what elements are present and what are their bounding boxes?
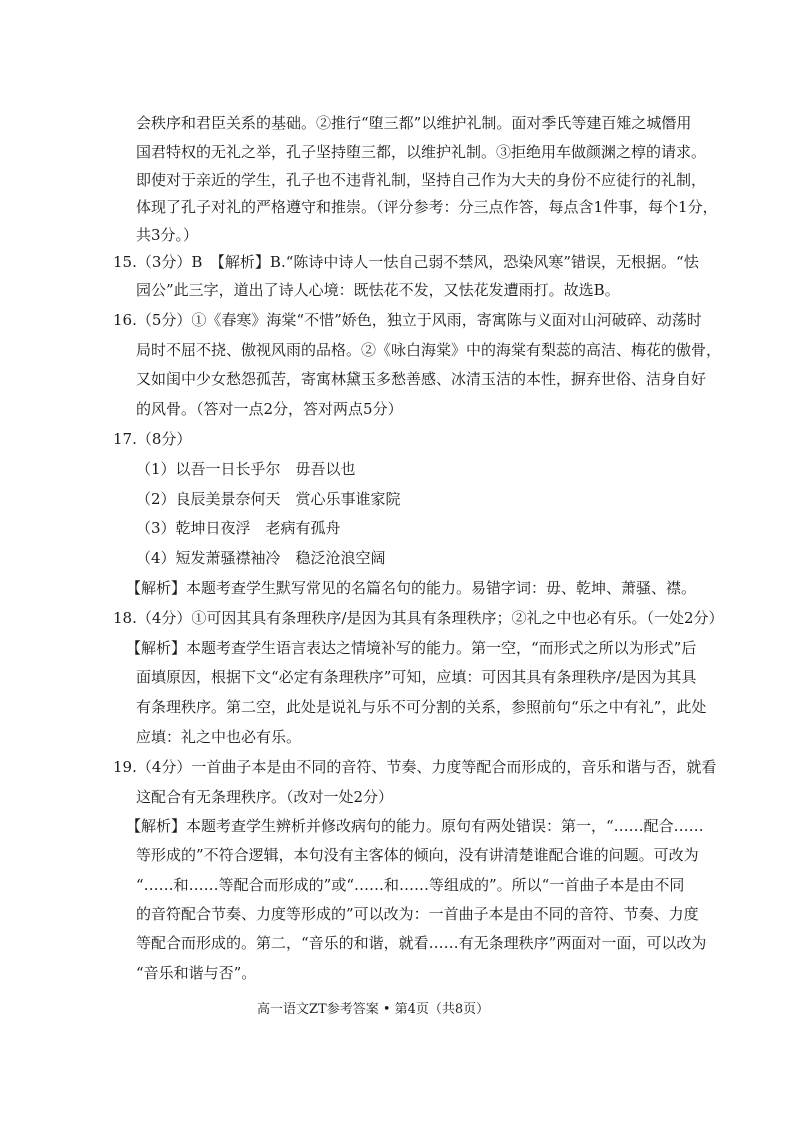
text-line: 【解析】本题考查学生辨析并修改病句的能力。原句有两处错误：第一，“……配合……: [126, 817, 704, 835]
page-footer: 高一语文ZT参考答案 • 第4页（共8页）: [257, 1002, 490, 1017]
text-line: （1）以吾一日长乎尔 毋吾以也: [136, 460, 356, 478]
text-line: 18.（4分）①可因其具有条理秩序/是因为其具有条理秩序；②礼之中也必有乐。（一处2分）: [113, 609, 724, 627]
text-line: 17.（8分）: [113, 430, 192, 448]
text-line: 19.（4分）一首曲子本是由不同的音符、节奏、力度等配合而形成的，音乐和谐与否，就看: [113, 758, 717, 776]
text-line: 国君特权的无礼之举，孔子坚持堕三都，以维护礼制。③拒绝用车做颜渊之椁的请求。: [136, 143, 707, 161]
text-line: 会秩序和君臣关系的基础。②推行“堕三都”以维护礼制。面对季氏等建百雉之城僭用: [136, 114, 692, 132]
text-line: 的音符配合节奏、力度等形成的”可以改为：一首曲子本是由不同的音符、节奏、力度: [136, 905, 699, 923]
text-line: 等配合而形成的。第二，“音乐的和谐，就看……有无条理秩序”两面对一面，可以改为: [136, 934, 707, 952]
text-line: 又如闺中少女愁怨孤苦，寄寓林黛玉多愁善感、冰清玉洁的本性，摒弃世俗、洁身自好: [136, 370, 707, 388]
text-line: 【解析】本题考查学生语言表达之情境补写的能力。第一空，“而形式之所以为形式”后: [126, 639, 697, 657]
text-line: （4）短发萧骚襟袖冷 稳泛沧浪空阔: [136, 549, 386, 567]
text-line: “音乐和谐与否”。: [136, 964, 257, 982]
text-line: 体现了孔子对礼的严格遵守和推崇。（评分参考：分三点作答，每点含1件事，每个1分，: [136, 198, 718, 216]
text-line: 16.（5分）①《春寒》海棠“不惜”娇色，独立于风雨，寄寓陈与义面对山河破碎、动荡时: [113, 311, 702, 329]
text-line: 局时不屈不挠、傲视风雨的品格。②《咏白海棠》中的海棠有梨蕊的高洁、梅花的傲骨，: [136, 341, 722, 359]
text-line: 园公”此三字，道出了诗人心境：既怯花不发，又怯花发遭雨打。故选B。: [136, 281, 620, 299]
text-line: 共3分。）: [136, 226, 199, 244]
text-line: 【解析】本题考查学生默写常见的名篇名句的能力。易错字词：毋、乾坤、萧骚、襟。: [126, 579, 697, 597]
text-line: 应填：礼之中也必有乐。: [136, 728, 302, 746]
text-line: 即使对于亲近的学生，孔子也不违背礼制，坚持自己作为大夫的身份不应徒行的礼制，: [136, 171, 707, 189]
text-line: 有条理秩序。第二空，此处是说礼与乐不可分割的关系，参照前句“乐之中有礼”，此处: [136, 698, 707, 716]
text-line: 的风骨。（答对一点2分，答对两点5分）: [136, 400, 403, 418]
text-line: （3）乾坤日夜浮 老病有孤舟: [136, 519, 341, 537]
text-line: “……和……等配合而形成的”或“……和……等组成的”。所以“一首曲子本是由不同: [136, 876, 685, 894]
text-line: 15.（3分）B 【解析】B.“陈诗中诗人一怯自己弱不禁风，恐染风寒”错误，无根据。“怯: [113, 253, 699, 271]
text-line: 这配合有无条理秩序。（改对一处2分）: [136, 788, 394, 806]
text-line: 等形成的”不符合逻辑，本句没有主客体的倾向，没有讲清楚谁配合谁的问题。可改为: [136, 846, 699, 864]
text-line: 面填原因，根据下文“必定有条理秩序”可知，应填：可因其具有条理秩序/是因为其具: [136, 668, 697, 686]
text-line: （2）良辰美景奈何天 赏心乐事谁家院: [136, 490, 401, 508]
